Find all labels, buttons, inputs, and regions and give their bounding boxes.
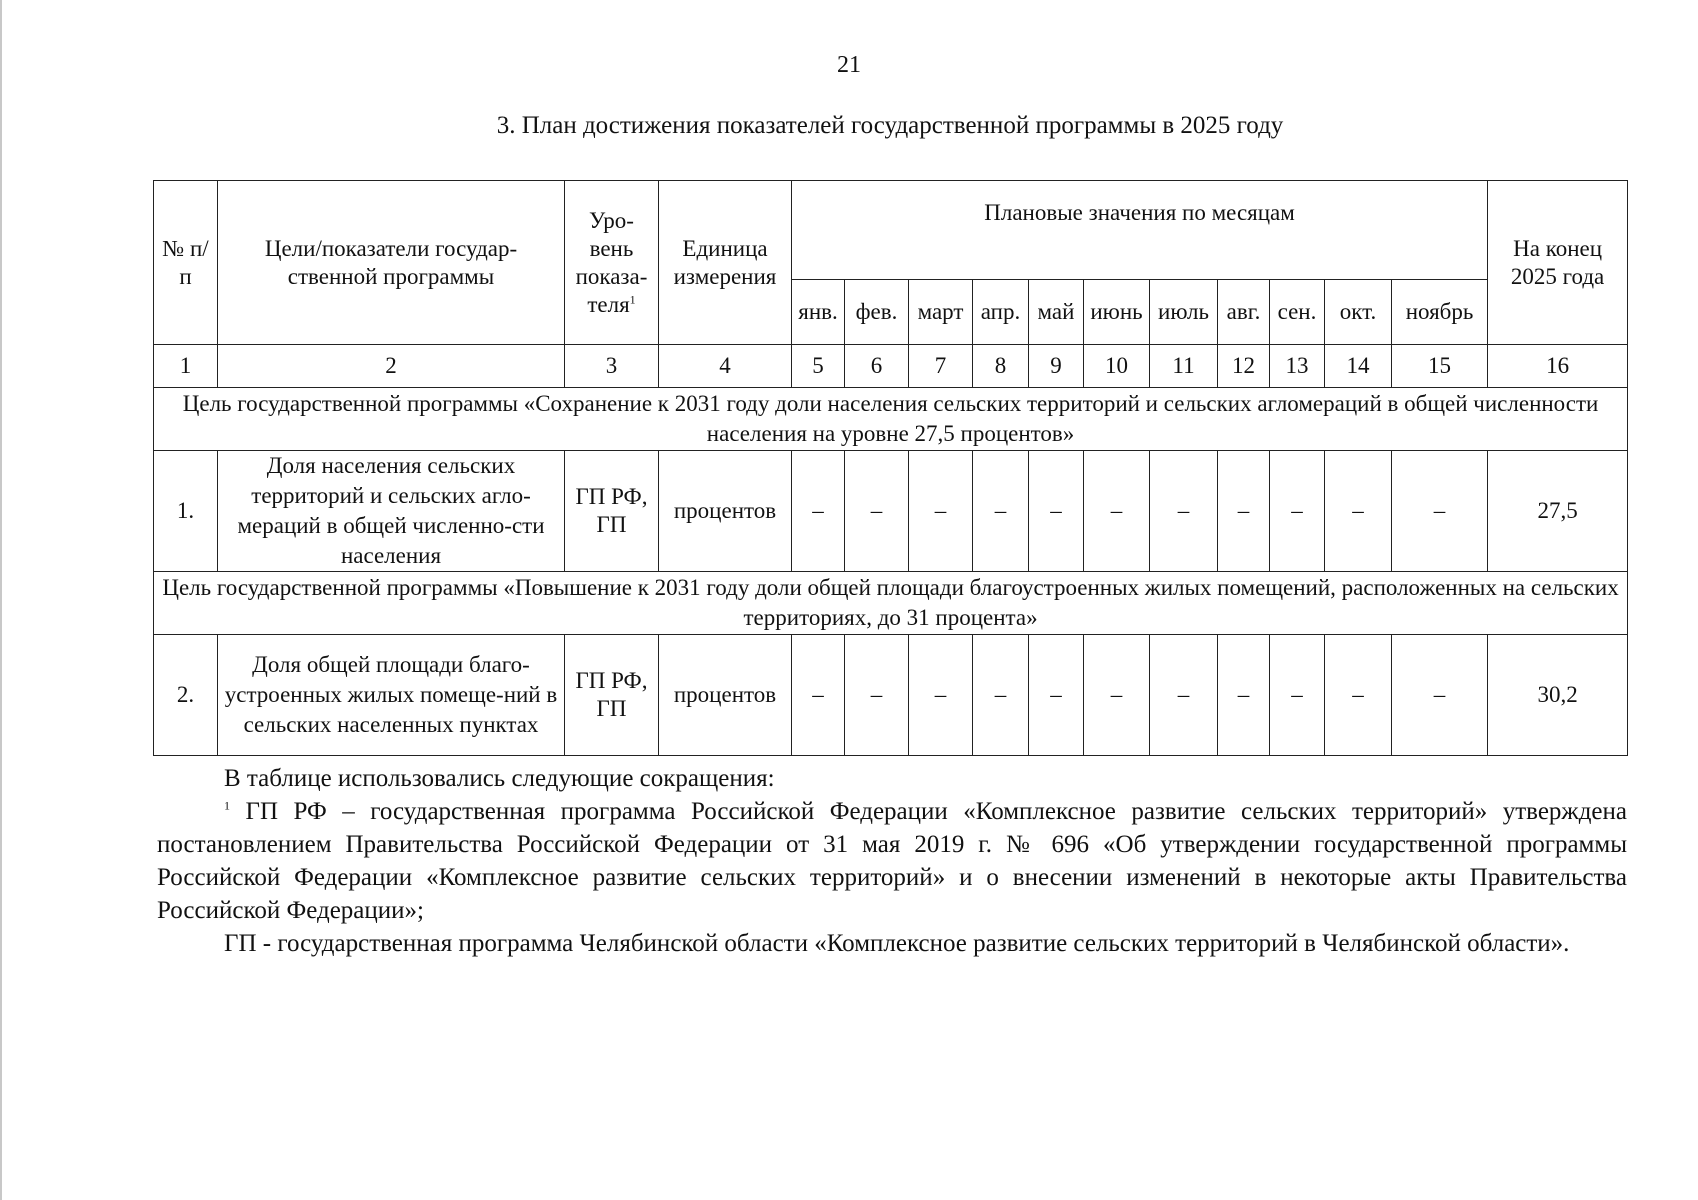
month-value: – xyxy=(1392,451,1488,572)
end-of-year-value: 30,2 xyxy=(1488,635,1628,756)
column-number: 5 xyxy=(792,345,845,388)
footnote-1-text: ГП РФ – государственная программа Российской Федерации «Комплексное развитие сельских территорий» утверждена постановлением Правительства Российской Федерации от 31 мая 2019 г. № 696 «Об утверждении государственной программы Российской Федерации «Комплексное развитие сельских территорий» и о внесении изменений в некоторые акты Правительства Российской Федерации»; xyxy=(157,798,1627,924)
header-row xyxy=(154,181,1628,280)
header-level-footnote: 1 xyxy=(629,291,636,306)
indicator-level: ГП РФ, ГП xyxy=(565,451,659,572)
column-number: 1 xyxy=(154,345,218,388)
month-value: – xyxy=(792,635,845,756)
row-num: 2. xyxy=(154,635,218,756)
column-number: 10 xyxy=(1084,345,1150,388)
month-value: – xyxy=(973,635,1029,756)
month-value: – xyxy=(792,451,845,572)
header-end-of-year: На конец 2025 года xyxy=(1488,181,1628,345)
month-value: – xyxy=(1392,635,1488,756)
month-value: – xyxy=(1029,451,1084,572)
month-value: – xyxy=(1270,635,1325,756)
column-number: 7 xyxy=(909,345,973,388)
table-row xyxy=(154,451,1628,572)
month-header: март xyxy=(909,280,973,345)
scan-edge xyxy=(0,0,2,1200)
month-value: – xyxy=(909,451,973,572)
page-number: 21 xyxy=(837,52,861,78)
notes-intro: В таблице использовались следующие сокращения: xyxy=(224,765,775,792)
header-level-text: Уро-вень показа-теля xyxy=(575,207,648,317)
month-header: ноябрь xyxy=(1392,280,1488,345)
month-value: – xyxy=(1150,635,1218,756)
month-header: авг. xyxy=(1218,280,1270,345)
column-number: 13 xyxy=(1270,345,1325,388)
indicator-name: Доля населения сельских территорий и сельских агло-мераций в общей численно-сти населения xyxy=(218,451,565,572)
indicator-unit: процентов xyxy=(659,635,792,756)
goal-row xyxy=(154,388,1628,451)
header-monthly: Плановые значения по месяцам xyxy=(792,181,1488,280)
column-number: 2 xyxy=(218,345,565,388)
month-value: – xyxy=(1029,635,1084,756)
month-value: – xyxy=(1084,635,1150,756)
end-of-year-value: 27,5 xyxy=(1488,451,1628,572)
column-number: 15 xyxy=(1392,345,1488,388)
month-header: сен. xyxy=(1270,280,1325,345)
column-number: 9 xyxy=(1029,345,1084,388)
header-level xyxy=(565,181,659,345)
footnote-mark: 1 xyxy=(224,798,230,813)
header-unit: Единица измерения xyxy=(659,181,792,345)
header-goals: Цели/показатели государ-ственной программы xyxy=(218,181,565,345)
goal-text: Цель государственной программы «Сохранение к 2031 году доли населения сельских территорий и сельских агломераций в общей численности населения на уровне 27,5 процентов» xyxy=(154,388,1628,451)
column-number: 11 xyxy=(1150,345,1218,388)
month-header: июль xyxy=(1150,280,1218,345)
column-number: 6 xyxy=(845,345,909,388)
month-value: – xyxy=(1325,635,1392,756)
month-header: окт. xyxy=(1325,280,1392,345)
row-num: 1. xyxy=(154,451,218,572)
month-value: – xyxy=(845,635,909,756)
section-title: 3. План достижения показателей государственной программы в 2025 году xyxy=(496,112,1284,139)
plan-table xyxy=(153,180,1628,756)
column-number: 16 xyxy=(1488,345,1628,388)
footnote-1 xyxy=(157,795,1627,927)
month-value: – xyxy=(973,451,1029,572)
month-value: – xyxy=(1270,451,1325,572)
abbreviation-notes xyxy=(157,762,1627,960)
month-value: – xyxy=(1325,451,1392,572)
month-header: апр. xyxy=(973,280,1029,345)
column-number-row xyxy=(154,345,1628,388)
column-number: 12 xyxy=(1218,345,1270,388)
month-header: май xyxy=(1029,280,1084,345)
month-value: – xyxy=(909,635,973,756)
column-number: 8 xyxy=(973,345,1029,388)
goal-row xyxy=(154,572,1628,635)
month-value: – xyxy=(1150,451,1218,572)
month-header: июнь xyxy=(1084,280,1150,345)
footnote-2: ГП - государственная программа Челябинской области «Комплексное развитие сельских территорий в Челябинской области». xyxy=(224,930,1570,957)
month-header: янв. xyxy=(792,280,845,345)
month-value: – xyxy=(1084,451,1150,572)
goal-text: Цель государственной программы «Повышение к 2031 году доли общей площади благоустроенных жилых помещений, расположенных на сельских территориях, до 31 процента» xyxy=(154,572,1628,635)
column-number: 14 xyxy=(1325,345,1392,388)
indicator-unit: процентов xyxy=(659,451,792,572)
table-row xyxy=(154,635,1628,756)
header-num: № п/п xyxy=(154,181,218,345)
column-number: 3 xyxy=(565,345,659,388)
month-value: – xyxy=(845,451,909,572)
month-value: – xyxy=(1218,635,1270,756)
month-header: фев. xyxy=(845,280,909,345)
column-number: 4 xyxy=(659,345,792,388)
indicator-level: ГП РФ, ГП xyxy=(565,635,659,756)
indicator-name: Доля общей площади благо-устроенных жилых помеще-ний в сельских населенных пунктах xyxy=(218,635,565,756)
month-value: – xyxy=(1218,451,1270,572)
